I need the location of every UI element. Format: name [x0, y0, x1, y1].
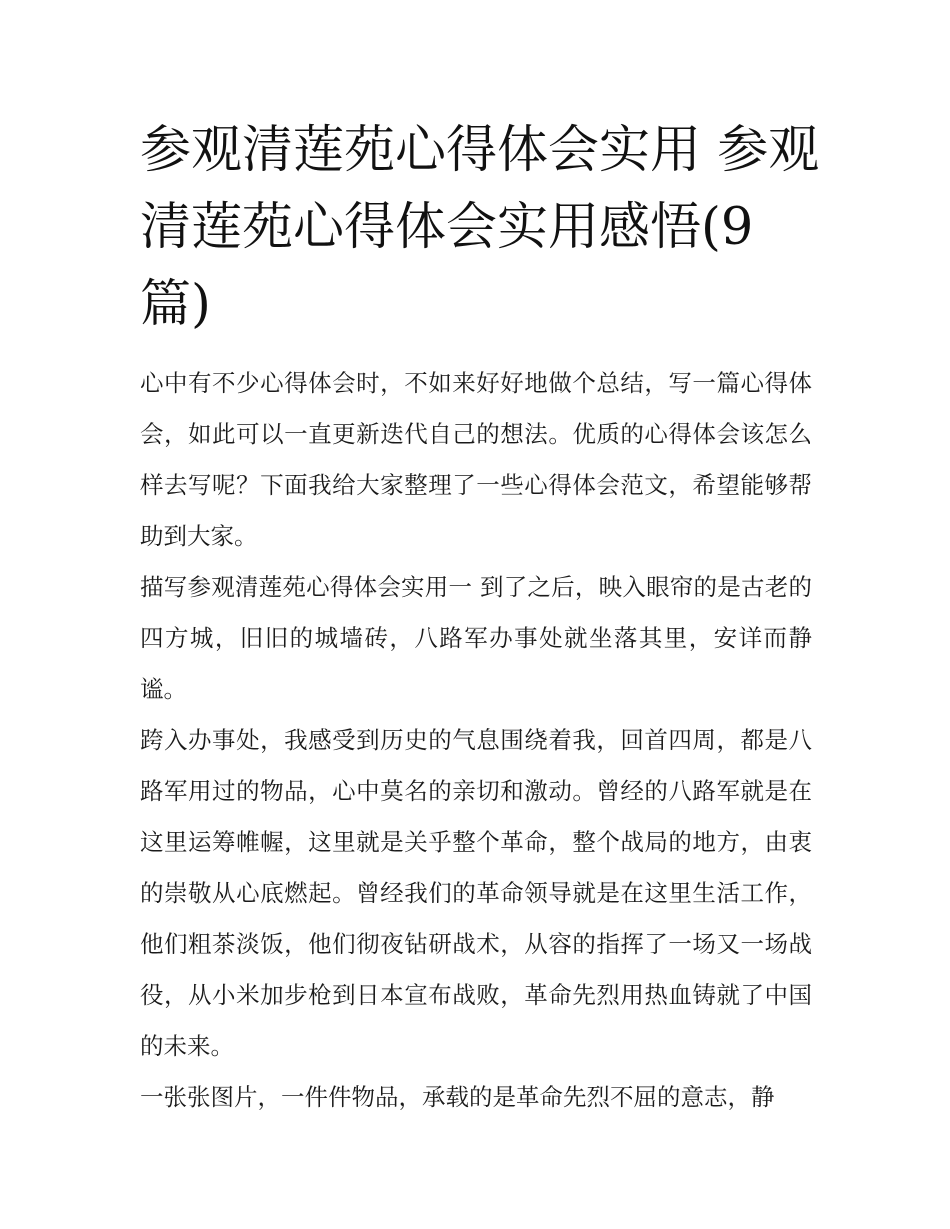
paragraph-arrival: 描写参观清莲苑心得体会实用一 到了之后，映入眼帘的是古老的四方城，旧旧的城墙砖，八路军办事处就坐落其里，安详而静谧。	[140, 573, 812, 703]
document-body	[140, 358, 812, 1123]
paragraph-intro: 心中有不少心得体会时，不如来好好地做个总结，写一篇心得体会，如此可以一直更新迭代自己的想法。优质的心得体会该怎么样去写呢？下面我给大家整理了一些心得体会范文，希望能够帮助到大家。	[140, 369, 812, 550]
paragraph-pictures: 一张张图片，一件件物品，承载的是革命先烈不屈的意志，静	[140, 1083, 775, 1111]
paragraph-office: 跨入办事处，我感受到历史的气息围绕着我，回首四周，都是八路军用过的物品，心中莫名的亲切和激动。曾经的八路军就是在这里运筹帷幄，这里就是关乎整个革命，整个战局的地方，由衷的崇敬从心底燃起。曾经我们的革命领导就是在这里生活工作，他们粗茶淡饭，他们彻夜钻研战术，从容的指挥了一场又一场战役，从小米加步枪到日本宣布战败，革命先烈用热血铸就了中国的未来。	[140, 726, 812, 1060]
document-title: 参观清莲苑心得体会实用 参观清莲苑心得体会实用感悟(9篇)	[140, 121, 820, 334]
